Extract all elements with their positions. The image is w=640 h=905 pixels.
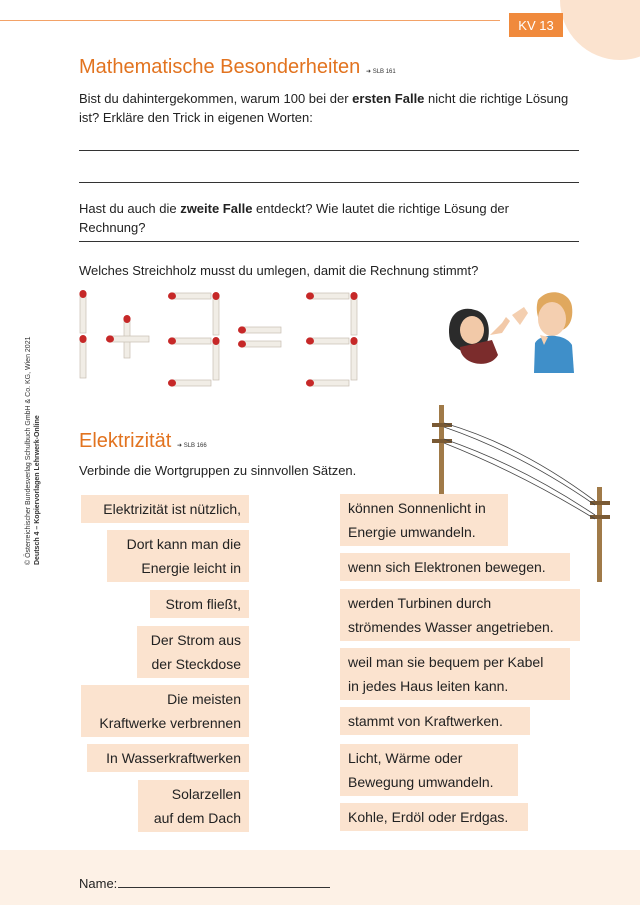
section-title-math: Mathematische Besonderheiten [79,56,361,78]
reference-electricity: ➜ SLB 166 [177,443,207,449]
header-rule [0,20,500,21]
corner-decoration [560,0,640,60]
name-input-line[interactable] [118,887,330,888]
question-second-trap: Hast du auch die zweite Falle entdeckt? Wie lautet die richtige Lösung der Rechnung? [79,201,509,235]
question-first-trap: Bist du dahintergekommen, warum 100 bei der ersten Falle nicht die richtige Lösung ist? Erkläre den Trick in eigenen Worten: [79,91,569,125]
worksheet-badge: KV 13 [509,13,563,37]
copyright-text: © Österreichischer Bundesverlag Schulbuch GmbH & Co. KG, Wien 2021 [25,336,32,565]
matchstick-equation-image [75,288,375,388]
name-label: Name: [79,876,118,891]
answer-line-1[interactable] [79,150,579,151]
right-item-6[interactable]: Licht, Wärme oder Bewegung umwandeln. [340,744,518,796]
left-item-7[interactable]: Solarzellen auf dem Dach [138,780,249,832]
product-text: Deutsch 4 – Kopiervorlagen Lehrwerk-Online [34,415,41,565]
right-item-5[interactable]: stammt von Kraftwerken. [340,707,530,735]
answer-line-3[interactable] [79,241,579,242]
reference-math: ➜ SLB 161 [366,69,396,75]
right-item-1[interactable]: können Sonnenlicht in Energie umwandeln. [340,494,508,546]
question-matchstick: Welches Streichholz musst du umlegen, damit die Rechnung stimmt? [79,263,479,278]
sidebar-copyright [24,337,42,565]
right-item-3[interactable]: werden Turbinen durch strömendes Wasser angetrieben. [340,589,580,641]
instruction-connect: Verbinde die Wortgruppen zu sinnvollen Sätzen. [79,463,357,478]
left-item-2[interactable]: Dort kann man die Energie leicht in [107,530,249,582]
right-item-7[interactable]: Kohle, Erdöl oder Erdgas. [340,803,528,831]
children-illustration [440,285,580,375]
left-item-5[interactable]: Die meisten Kraftwerke verbrennen [81,685,249,737]
section-title-electricity: Elektrizität [79,430,172,452]
left-item-3[interactable]: Strom fließt, [150,590,249,618]
right-item-2[interactable]: wenn sich Elektronen bewegen. [340,553,570,581]
right-item-4[interactable]: weil man sie bequem per Kabel in jedes Haus leiten kann. [340,648,570,700]
left-item-6[interactable]: In Wasserkraftwerken [87,744,249,772]
left-item-4[interactable]: Der Strom aus der Steckdose [137,626,249,678]
left-item-1[interactable]: Elektrizität ist nützlich, [81,495,249,523]
answer-line-2[interactable] [79,182,579,183]
